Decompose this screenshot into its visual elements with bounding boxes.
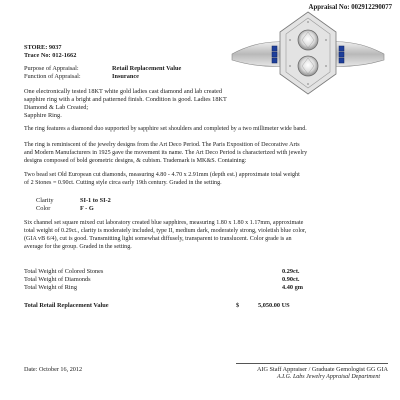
trace-number: Trace No: 012-1662 <box>24 52 77 59</box>
description-line-3: Diamond & Lab Created; <box>24 104 89 111</box>
purpose-label: Purpose of Appraisal: <box>24 65 79 72</box>
signature-line <box>236 363 388 364</box>
description-line-2: sapphire ring with a bright and patterned finish. Condition is good. Ladies 18KT <box>24 96 227 103</box>
function-value: Insurance <box>112 73 139 80</box>
color-value: F - G <box>80 205 94 212</box>
total-value-label: Total Retail Replacement Value <box>24 302 109 309</box>
sapphires-line-4: average for the group. Graded in the setting. <box>24 244 132 250</box>
history-line-3: designs composed of bold geometric designs, & cubism. Trademark is MK&S. Containing: <box>24 158 247 164</box>
history-line-2: and Modern Manufacturers in 1925 gave the movement its name. The Art Deco Period is characterized with jewelry <box>24 150 308 156</box>
appraisal-number: Appraisal No: 002912290077 <box>308 4 392 11</box>
ring-band-right <box>330 42 384 67</box>
diamonds-line-1: Two bead set Old European cut diamonds, measuring 4.80 - 4.70 x 2.91mm (depth est.) approximate total weight <box>24 172 300 178</box>
ring-weight-label: Total Weight of Ring <box>24 284 77 291</box>
clarity-value: SI-1 to SI-2 <box>80 197 111 204</box>
ring-weight-value: 4.40 gm <box>282 284 303 291</box>
total-value-amount: 5,050.00 US <box>258 302 290 309</box>
sapphires-line-3: (GIA vB 6/4), cut is good. Transmitting light somewhat diffusely, transparent to translucent. Color grade is an <box>24 236 292 242</box>
signer-title: AIG Staff Appraiser / Graduate Gemologist GG GIA <box>257 366 388 373</box>
description-line-4: Sapphire Ring. <box>24 112 62 119</box>
signer-department: A.I.G. Labs Jewelry Appraisal Department <box>276 374 380 380</box>
colored-weight-value: 0.29ct. <box>282 268 300 275</box>
ring-head <box>280 12 336 94</box>
diamonds-weight-label: Total Weight of Diamonds <box>24 276 91 283</box>
colored-weight-label: Total Weight of Colored Stones <box>24 268 104 275</box>
features-text: The ring features a diamond duo supported by sapphire set shoulders and completed by a two millimeter wide band. <box>24 126 307 132</box>
sapphires-line-1: Six channel set square mixed cut laboratory created blue sapphires, measuring 1.80 x 1.80 x 1.17mm, approximate <box>24 220 304 226</box>
diamonds-line-2: of 2 Stones = 0.90ct. Cutting style circa early 19th century. Graded in the setting. <box>24 180 222 186</box>
function-label: Function of Appraisal: <box>24 73 81 80</box>
ring-band <box>232 42 286 67</box>
purpose-value: Retail Replacement Value <box>112 65 182 72</box>
store-number: STORE: 9037 <box>24 44 62 51</box>
ring-photo <box>228 10 388 96</box>
sapphires-line-2: total weight of 0.29ct., clarity is moderately included, type II, medium dark, moderately strong, violetish blue color, <box>24 228 307 234</box>
clarity-label: Clarity <box>36 197 54 204</box>
description-line-1: One electronically tested 18KT white gold ladies cast diamond and lab created <box>24 88 222 95</box>
diamonds-weight-value: 0.90ct. <box>282 276 300 283</box>
history-line-1: The ring is reminiscent of the jewelry designs from the Art Deco Period. The Paris Exposition of Decorative Arts <box>24 142 300 148</box>
appraisal-date: Date: October 16, 2012 <box>24 366 83 373</box>
color-label: Color <box>36 205 51 212</box>
total-currency: $ <box>236 302 240 309</box>
